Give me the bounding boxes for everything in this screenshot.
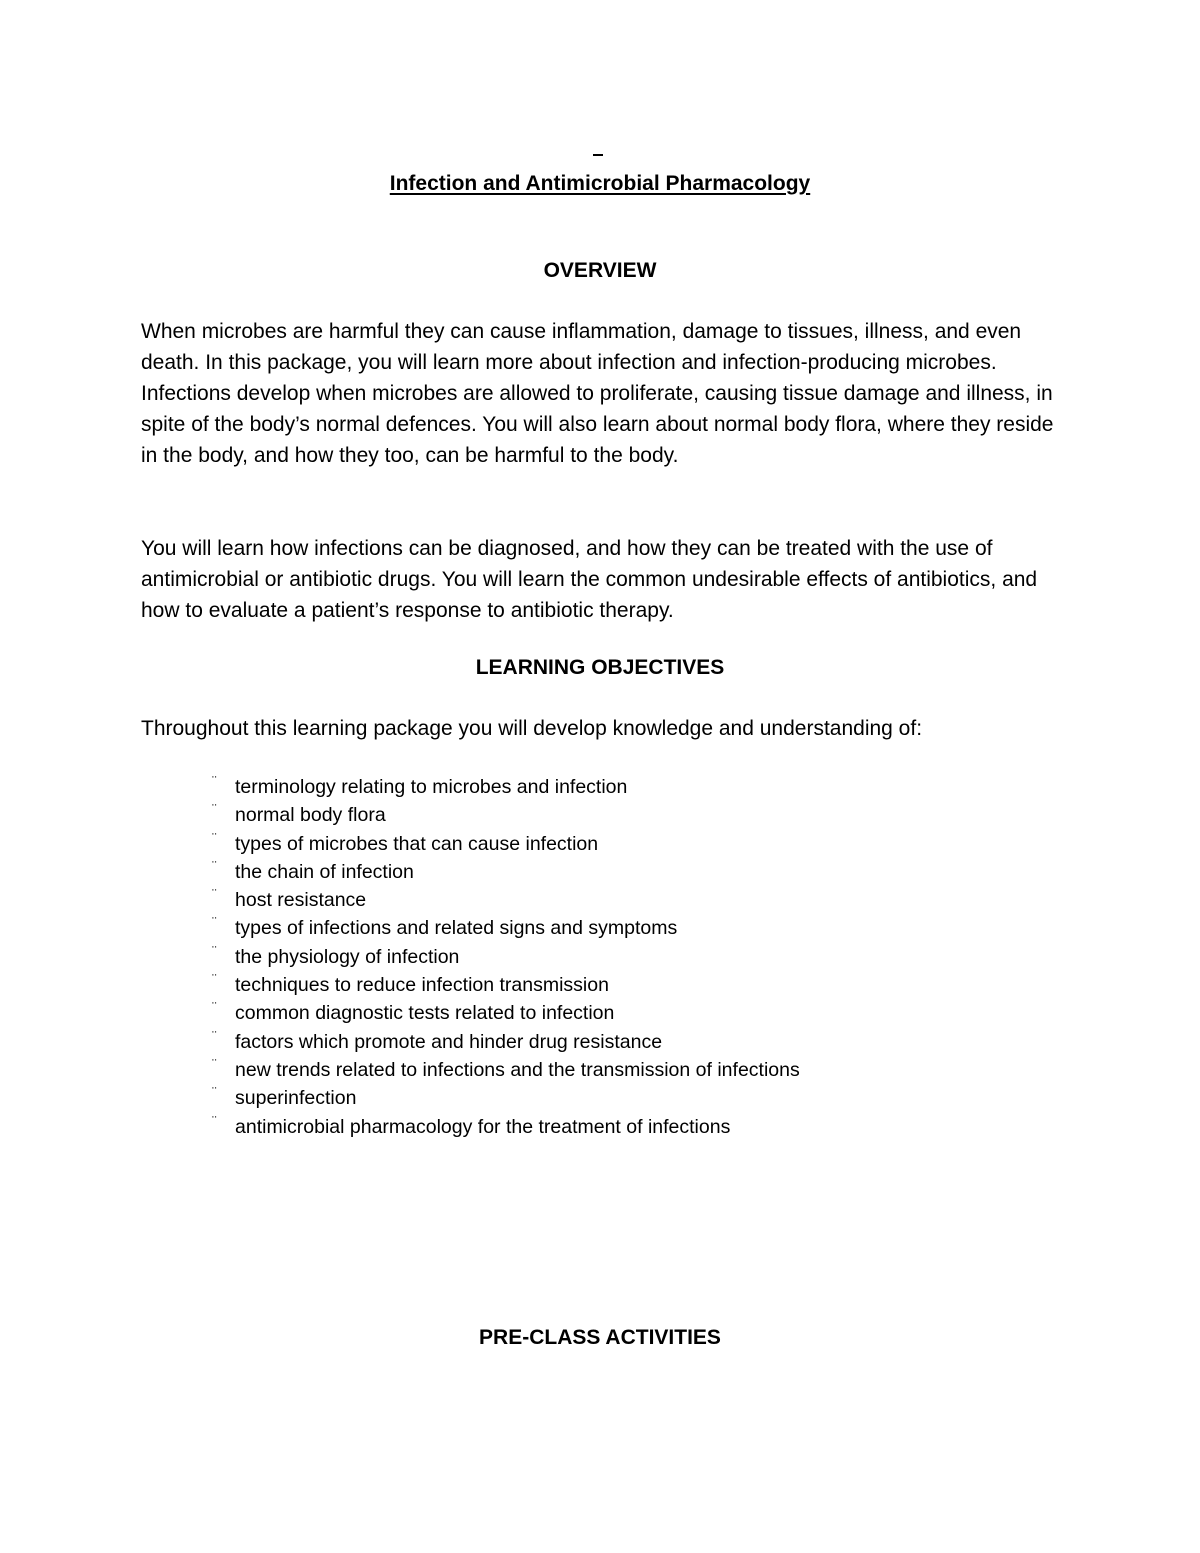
top-dash-mark — [593, 154, 603, 156]
list-item — [212, 1113, 800, 1141]
list-item — [212, 1084, 800, 1112]
list-item-text: the chain of infection — [235, 860, 414, 883]
bullet-icon: ¨ — [212, 1084, 217, 1101]
list-item-text: techniques to reduce infection transmission — [235, 974, 609, 997]
bullet-icon: ¨ — [212, 829, 217, 846]
overview-paragraph-2: You will learn how infections can be diagnosed, and how they can be treated with the use of antimicrobial or antibiotic drugs. You will learn the common undesirable effects of antibiotics, and how to evaluate a patient’s response to antibiotic therapy. — [141, 537, 1038, 622]
learning-objectives-intro: Throughout this learning package you will develop knowledge and understanding of: — [141, 717, 923, 740]
bullet-icon: ¨ — [212, 801, 217, 818]
list-item — [212, 914, 800, 942]
bullet-icon: ¨ — [212, 914, 217, 931]
list-item-text: host resistance — [235, 889, 367, 912]
list-item-text: the physiology of infection — [235, 945, 460, 968]
list-item-text: types of microbes that can cause infection — [235, 832, 599, 855]
learning-objectives-list — [212, 773, 800, 1141]
bullet-icon: ¨ — [212, 1027, 217, 1044]
bullet-icon: ¨ — [212, 999, 217, 1016]
list-item — [212, 943, 800, 971]
pre-class-activities-heading: PRE-CLASS ACTIVITIES — [479, 1326, 721, 1349]
list-item-text: new trends related to infections and the transmission of infections — [235, 1058, 800, 1081]
bullet-icon: ¨ — [212, 942, 217, 959]
learning-objectives-heading: LEARNING OBJECTIVES — [475, 656, 725, 679]
bullet-icon: ¨ — [212, 1055, 217, 1072]
bullet-icon: ¨ — [212, 773, 217, 789]
list-item — [212, 1028, 800, 1056]
list-item — [212, 886, 800, 914]
bullet-icon: ¨ — [212, 971, 217, 988]
overview-heading: OVERVIEW — [543, 259, 657, 282]
list-item-text: common diagnostic tests related to infection — [235, 1002, 615, 1025]
bullet-icon: ¨ — [212, 1112, 217, 1129]
list-item-text: antimicrobial pharmacology for the treatment of infections — [235, 1115, 731, 1138]
list-item — [212, 999, 800, 1027]
document-title: Infection and Antimicrobial Pharmacology — [389, 172, 811, 195]
list-item — [212, 830, 800, 858]
list-item-text: superinfection — [235, 1087, 357, 1110]
list-item — [212, 971, 800, 999]
bullet-icon: ¨ — [212, 857, 217, 874]
bullet-icon: ¨ — [212, 886, 217, 903]
list-item-text: types of infections and related signs and symptoms — [235, 917, 678, 940]
overview-paragraph-1: When microbes are harmful they can cause inflammation, damage to tissues, illness, and even death. In this package, you will learn more about infection and infection-producing microbes. Infections develop when microbes are allowed to proliferate, causing tissue damage and illness, in spite of the body’s normal defences. You will also learn about normal body flora, where they reside in the body, and how they too, can be harmful to the body. — [141, 320, 1054, 467]
list-item — [212, 858, 800, 886]
list-item — [212, 773, 800, 801]
list-item-text: normal body flora — [235, 804, 386, 827]
list-item-text: terminology relating to microbes and infection — [235, 776, 628, 798]
list-item-text: factors which promote and hinder drug resistance — [235, 1030, 663, 1053]
list-item — [212, 801, 800, 829]
list-item — [212, 1056, 800, 1084]
